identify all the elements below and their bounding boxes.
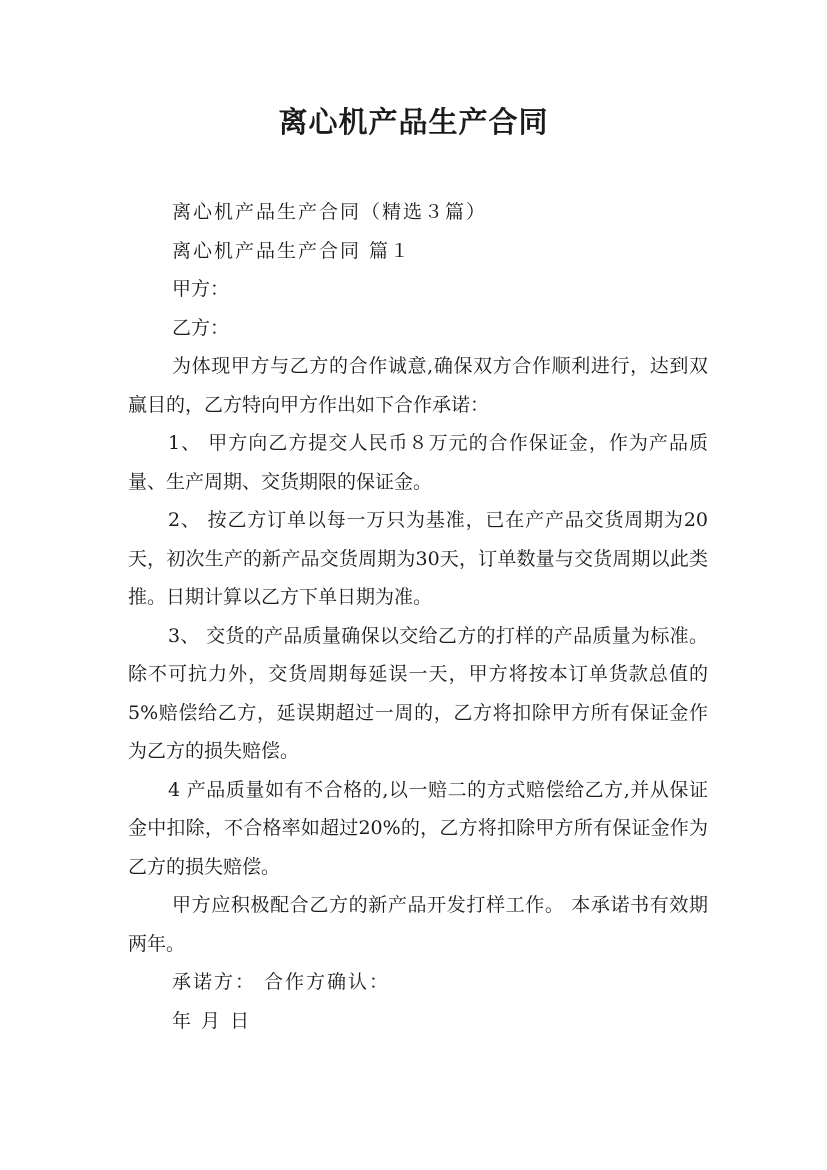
party-b-label: 乙方： (172, 316, 230, 339)
signature-line: 承诺方： 合作方确认： (172, 971, 391, 993)
clause-4-paragraph: 4 产品质量如有不合格的,以一赔二的方式赔偿给乙方,并从保证金中扣除，不合格率如超过20%的，乙方将扣除甲方所有保证金作为乙方的损失赔偿。 (128, 778, 708, 878)
section-heading: 离心机产品生产合同 篇１ (172, 239, 412, 262)
document-subtitle: 离心机产品生产合同（精选３篇） (172, 201, 488, 223)
party-a-label: 甲方： (172, 278, 230, 300)
clause-2-paragraph: 2、 按乙方订单以每一万只为基准，已在产产品交货周期为20天，初次生产的新产品交货周期为30天，订单数量与交货周期以此类推。日期计算以乙方下单日期为准。 (128, 509, 708, 608)
closing-paragraph: 甲方应积极配合乙方的新产品开发打样工作。 本承诺书有效期两年。 (128, 894, 708, 955)
date-line: 年 月 日 (172, 1009, 252, 1032)
clause-3-paragraph: 3、 交货的产品质量确保以交给乙方的打样的产品质量为标准。 除不可抗力外，交货周期每延误一天，甲方将按本订单货款总值的5%赔偿给乙方，延误期超过一周的，乙方将扣除甲方所有保证金作为乙方的损失赔偿。 (128, 624, 708, 762)
document-body (128, 193, 708, 1040)
document-title: 离心机产品生产合同 (278, 105, 549, 139)
clause-1-paragraph: 1、 甲方向乙方提交人民币８万元的合作保证金，作为产品质量、生产周期、交货期限的保证金。 (128, 432, 708, 493)
intro-paragraph: 为体现甲方与乙方的合作诚意,确保双方合作顺利进行，达到双赢目的，乙方特向甲方作出如下合作承诺： (128, 355, 708, 416)
